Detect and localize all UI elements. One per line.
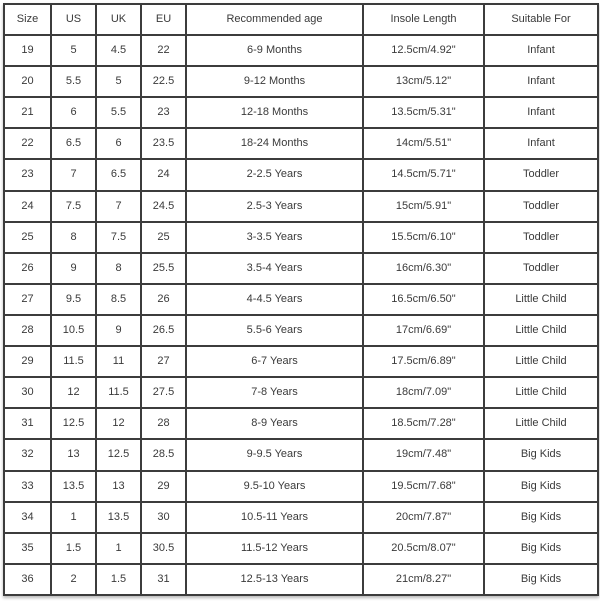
table-cell: Little Child [484, 284, 598, 315]
table-cell: Little Child [484, 377, 598, 408]
table-cell: 28 [4, 315, 51, 346]
table-cell: 30 [141, 502, 186, 533]
table-cell: 30.5 [141, 533, 186, 564]
table-cell: 9.5-10 Years [186, 471, 363, 502]
table-cell: Infant [484, 128, 598, 159]
table-cell: 32 [4, 439, 51, 470]
table-cell: 14.5cm/5.71" [363, 159, 484, 190]
table-cell: 5 [96, 66, 141, 97]
table-cell: 7.5 [51, 191, 96, 222]
table-cell: 1 [96, 533, 141, 564]
table-cell: 13.5 [51, 471, 96, 502]
table-cell: 25.5 [141, 253, 186, 284]
table-cell: Big Kids [484, 533, 598, 564]
table-cell: 13cm/5.12" [363, 66, 484, 97]
table-cell: 6.5 [96, 159, 141, 190]
column-header-suitable-for: Suitable For [484, 4, 598, 35]
table-cell: 24 [141, 159, 186, 190]
table-row [4, 439, 598, 470]
table-cell: 12.5-13 Years [186, 564, 363, 595]
table-cell: 24.5 [141, 191, 186, 222]
table-cell: Toddler [484, 191, 598, 222]
table-row [4, 35, 598, 66]
table-cell: 27 [141, 346, 186, 377]
table-cell: 17.5cm/6.89" [363, 346, 484, 377]
table-cell: 1.5 [51, 533, 96, 564]
table-cell: 31 [141, 564, 186, 595]
table-cell: Toddler [484, 159, 598, 190]
table-cell: 22 [141, 35, 186, 66]
table-cell: 10.5-11 Years [186, 502, 363, 533]
table-cell: Big Kids [484, 439, 598, 470]
table-cell: 18cm/7.09" [363, 377, 484, 408]
table-cell: 5 [51, 35, 96, 66]
table-cell: 11.5 [96, 377, 141, 408]
table-cell: Little Child [484, 408, 598, 439]
table-cell: 13.5cm/5.31" [363, 97, 484, 128]
table-cell: 19.5cm/7.68" [363, 471, 484, 502]
table-cell: 7.5 [96, 222, 141, 253]
table-row [4, 159, 598, 190]
column-header-eu: EU [141, 4, 186, 35]
table-cell: 26 [4, 253, 51, 284]
table-cell: 13 [96, 471, 141, 502]
table-cell: 7-8 Years [186, 377, 363, 408]
table-cell: 29 [141, 471, 186, 502]
column-header-recommended-age: Recommended age [186, 4, 363, 35]
table-row [4, 564, 598, 595]
table-cell: 24 [4, 191, 51, 222]
table-cell: 20 [4, 66, 51, 97]
table-cell: 34 [4, 502, 51, 533]
table-cell: 13.5 [96, 502, 141, 533]
table-cell: 9-12 Months [186, 66, 363, 97]
table-row [4, 502, 598, 533]
table-cell: Infant [484, 35, 598, 66]
table-cell: 6-9 Months [186, 35, 363, 66]
table-row [4, 315, 598, 346]
table-cell: 8 [96, 253, 141, 284]
table-cell: 5.5 [51, 66, 96, 97]
table-cell: Big Kids [484, 471, 598, 502]
table-row [4, 346, 598, 377]
table-cell: 19cm/7.48" [363, 439, 484, 470]
table-cell: 28.5 [141, 439, 186, 470]
size-chart-table [3, 3, 599, 596]
table-cell: 7 [96, 191, 141, 222]
table-cell: 2 [51, 564, 96, 595]
table-cell: Big Kids [484, 502, 598, 533]
table-cell: 33 [4, 471, 51, 502]
table-cell: 7 [51, 159, 96, 190]
table-cell: 12 [96, 408, 141, 439]
table-cell: 2-2.5 Years [186, 159, 363, 190]
table-cell: 22.5 [141, 66, 186, 97]
table-cell: 36 [4, 564, 51, 595]
table-cell: 9 [51, 253, 96, 284]
table-cell: 3-3.5 Years [186, 222, 363, 253]
table-row [4, 284, 598, 315]
table-cell: 25 [4, 222, 51, 253]
table-row [4, 408, 598, 439]
table-cell: Big Kids [484, 564, 598, 595]
table-cell: 12-18 Months [186, 97, 363, 128]
table-cell: 11 [96, 346, 141, 377]
table-cell: 23 [141, 97, 186, 128]
table-cell: 16.5cm/6.50" [363, 284, 484, 315]
table-cell: 2.5-3 Years [186, 191, 363, 222]
table-cell: 25 [141, 222, 186, 253]
table-cell: 12.5cm/4.92" [363, 35, 484, 66]
table-cell: 10.5 [51, 315, 96, 346]
table-header [4, 4, 598, 35]
table-cell: 17cm/6.69" [363, 315, 484, 346]
table-cell: 8.5 [96, 284, 141, 315]
table-cell: 27.5 [141, 377, 186, 408]
column-header-uk: UK [96, 4, 141, 35]
table-row [4, 222, 598, 253]
table-cell: 16cm/6.30" [363, 253, 484, 284]
table-cell: 19 [4, 35, 51, 66]
table-cell: 30 [4, 377, 51, 408]
table-cell: 5.5-6 Years [186, 315, 363, 346]
table-row [4, 66, 598, 97]
table-cell: 31 [4, 408, 51, 439]
table-cell: 27 [4, 284, 51, 315]
table-body [4, 35, 598, 595]
table-cell: 12.5 [96, 439, 141, 470]
table-cell: 21 [4, 97, 51, 128]
table-cell: 14cm/5.51" [363, 128, 484, 159]
table-cell: 8-9 Years [186, 408, 363, 439]
table-cell: 6-7 Years [186, 346, 363, 377]
table-cell: 9-9.5 Years [186, 439, 363, 470]
table-cell: Toddler [484, 253, 598, 284]
table-cell: 18.5cm/7.28" [363, 408, 484, 439]
table-cell: 18-24 Months [186, 128, 363, 159]
table-cell: 6 [51, 97, 96, 128]
table-cell: 23 [4, 159, 51, 190]
column-header-size: Size [4, 4, 51, 35]
table-cell: 11.5-12 Years [186, 533, 363, 564]
table-cell: 15cm/5.91" [363, 191, 484, 222]
table-cell: 4.5 [96, 35, 141, 66]
table-cell: 5.5 [96, 97, 141, 128]
table-row [4, 128, 598, 159]
table-cell: 20.5cm/8.07" [363, 533, 484, 564]
table-cell: 6.5 [51, 128, 96, 159]
table-row [4, 191, 598, 222]
table-cell: 1.5 [96, 564, 141, 595]
table-cell: Infant [484, 97, 598, 128]
column-header-us: US [51, 4, 96, 35]
table-cell: Little Child [484, 315, 598, 346]
table-cell: 9.5 [51, 284, 96, 315]
table-row [4, 253, 598, 284]
table-cell: 35 [4, 533, 51, 564]
table-cell: 13 [51, 439, 96, 470]
table-cell: 8 [51, 222, 96, 253]
table-cell: 3.5-4 Years [186, 253, 363, 284]
table-header-row [4, 4, 598, 35]
table-row [4, 377, 598, 408]
table-cell: 28 [141, 408, 186, 439]
table-row [4, 533, 598, 564]
size-chart [3, 3, 597, 596]
table-cell: Toddler [484, 222, 598, 253]
table-cell: 1 [51, 502, 96, 533]
table-cell: 15.5cm/6.10" [363, 222, 484, 253]
table-cell: 12 [51, 377, 96, 408]
table-cell: 12.5 [51, 408, 96, 439]
table-cell: 20cm/7.87" [363, 502, 484, 533]
table-cell: 22 [4, 128, 51, 159]
table-cell: 29 [4, 346, 51, 377]
table-cell: 26 [141, 284, 186, 315]
table-cell: 21cm/8.27" [363, 564, 484, 595]
column-header-insole-length: Insole Length [363, 4, 484, 35]
table-cell: Infant [484, 66, 598, 97]
table-cell: 4-4.5 Years [186, 284, 363, 315]
table-row [4, 97, 598, 128]
table-cell: 26.5 [141, 315, 186, 346]
table-cell: 11.5 [51, 346, 96, 377]
table-row [4, 471, 598, 502]
table-cell: 6 [96, 128, 141, 159]
table-cell: 9 [96, 315, 141, 346]
table-cell: 23.5 [141, 128, 186, 159]
table-cell: Little Child [484, 346, 598, 377]
